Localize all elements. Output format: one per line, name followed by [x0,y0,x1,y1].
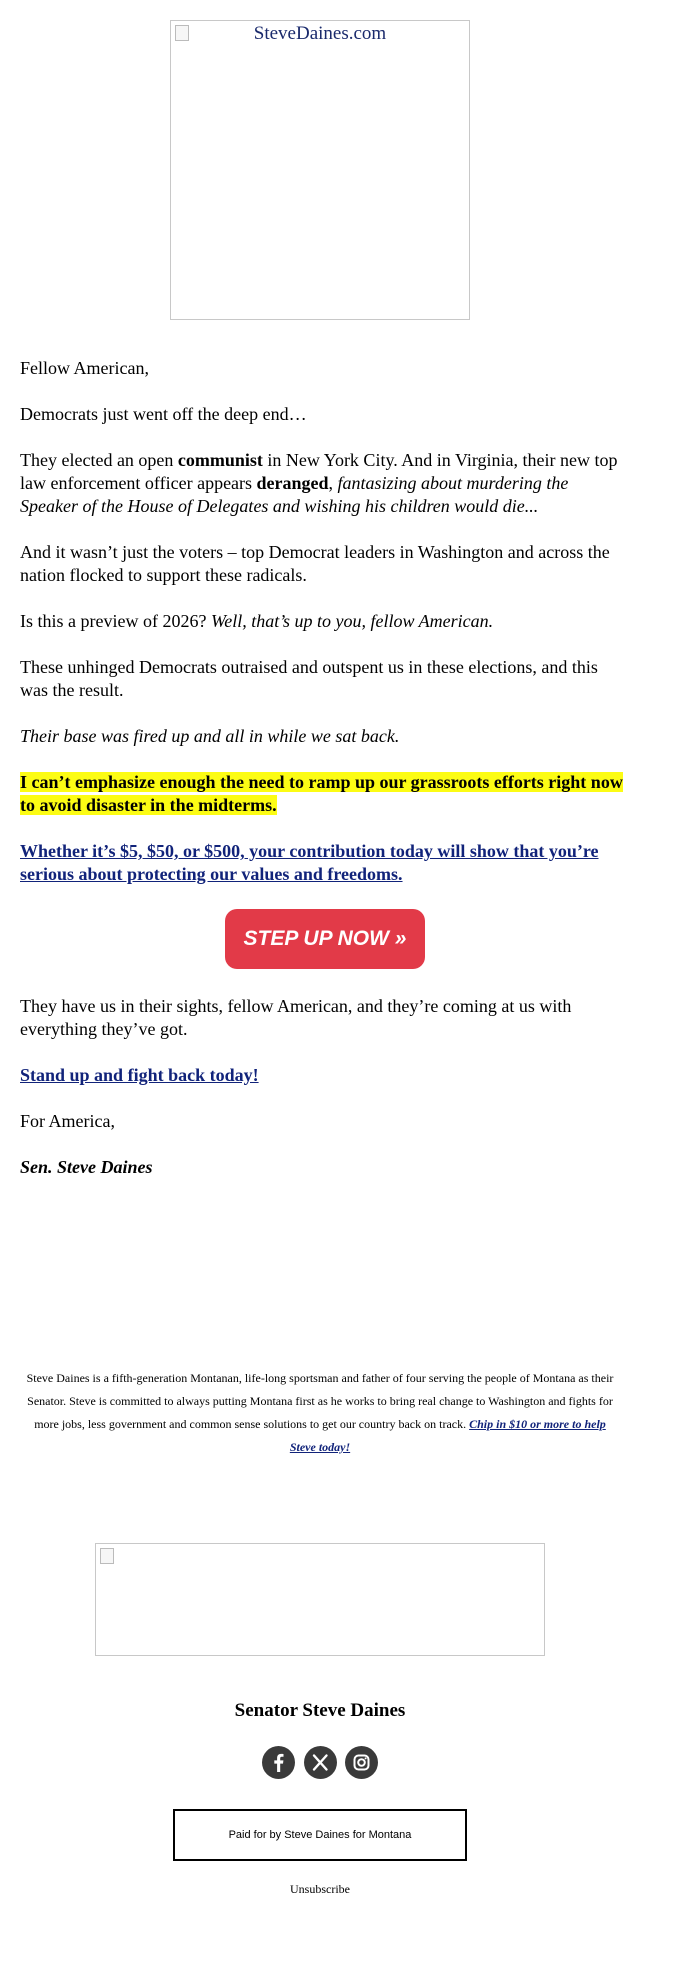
footer-image [95,1543,545,1656]
social-links [262,1746,378,1780]
chip-in-link[interactable]: Chip in $10 or more to help Steve today! [289,1417,606,1454]
unsubscribe-link[interactable]: Unsubscribe [290,1882,350,1896]
bio-paragraph [20,1367,620,1459]
signature: Sen. Steve Daines [20,1157,153,1177]
footer-name: Senator Steve Daines [234,1700,406,1721]
contribution-link[interactable]: Whether it’s $5, $50, or $500, your contribution today will show that you’re serious about protecting our values and freedoms. [20,841,599,884]
highlight-paragraph [20,771,630,817]
paragraph: Their base was fired up and all in while we sat back. [20,726,400,746]
facebook-icon[interactable] [262,1746,295,1779]
letter-body [20,357,630,1202]
closing: For America, [20,1111,115,1131]
contribution-paragraph [20,840,630,886]
broken-image-icon [100,1548,114,1564]
paragraph: These unhinged Democrats outraised and outspent us in these elections, and this was the result. [20,657,598,700]
logo-image[interactable] [170,20,470,320]
paragraph: They have us in their sights, fellow American, and they’re coming at us with everything they’ve got. [20,996,572,1039]
paid-for-disclaimer: Paid for by Steve Daines for Montana [173,1809,467,1861]
greeting: Fellow American, [20,358,149,378]
highlight-text: I can’t emphasize enough the need to ramp up our grassroots efforts right now to avoid disaster in the midterms. [20,772,623,815]
step-up-now-button[interactable]: STEP UP NOW » [225,909,425,969]
cta-container [20,909,630,969]
fight-back-link[interactable]: Stand up and fight back today! [20,1065,259,1085]
paragraph: And it wasn’t just the voters – top Democrat leaders in Washington and across the nation flocked to support these radicals. [20,542,610,585]
paragraph: They elected an open communist in New York City. And in Virginia, their new top law enforcement officer appears deranged, fantasizing about murdering the Speaker of the House of Delegates and wishing his children would die... [20,450,618,516]
logo-alt-text: SteveDaines.com [253,23,387,44]
paragraph: Is this a preview of 2026? Well, that’s up to you, fellow American. [20,611,494,631]
fight-paragraph [20,1064,630,1087]
bio-text: Steve Daines is a fifth-generation Montanan, life-long sportsman and father of four serving the people of Montana as their Senator. Steve is committed to always putting Montana first as he works to bring real change to Washington and fights for more jobs, less government and common sense solutions to get our country back on track. [26,1371,614,1431]
paragraph: Democrats just went off the deep end… [20,404,307,424]
instagram-icon[interactable] [345,1746,378,1779]
x-icon[interactable] [304,1746,337,1779]
